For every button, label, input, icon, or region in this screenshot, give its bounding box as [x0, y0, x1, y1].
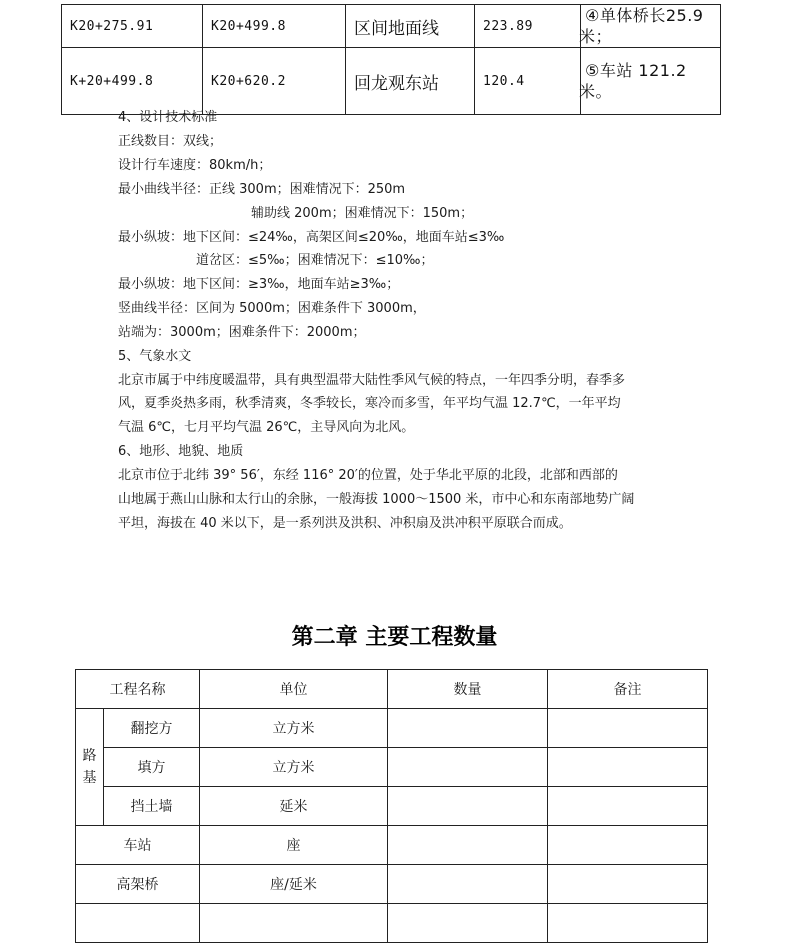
- item-remarks: [548, 748, 708, 787]
- paragraph-line: 竖曲线半径：区间为 5000m；困难条件下 3000m，: [118, 301, 426, 316]
- item-unit: 立方米: [200, 709, 388, 748]
- header-quantity: 数量: [388, 670, 548, 709]
- item-name: 高架桥: [76, 865, 200, 904]
- item-quantity: [388, 709, 548, 748]
- item-remarks: [548, 904, 708, 943]
- subgrade-group-label: [76, 709, 104, 826]
- paragraph-line: 最小曲线半径：正线 300m；困难情况下：250m: [118, 182, 406, 197]
- item-quantity: [388, 748, 548, 787]
- section-heading: 5、气象水文: [118, 349, 192, 364]
- paragraph-line: 站端为：3000m；困难条件下：2000m；: [118, 325, 366, 340]
- top-table: [61, 4, 721, 115]
- table-row: [76, 826, 708, 865]
- paragraph-line: 最小纵坡：地下区间：≤24‰，高架区间≤20‰，地面车站≤3‰: [118, 230, 505, 245]
- item-name: 挡土墙: [104, 787, 200, 826]
- header-project-name: 工程名称: [76, 670, 200, 709]
- section-name: 区间地面线: [346, 5, 475, 48]
- item-unit: [200, 904, 388, 943]
- paragraph-line: 正线数目：双线；: [118, 134, 223, 149]
- end-chainage: K20+620.2: [203, 48, 346, 115]
- chapter-title: 第二章 主要工程数量: [291, 625, 498, 650]
- item-remarks: [548, 787, 708, 826]
- section-note: [581, 48, 721, 115]
- table-row: [76, 709, 708, 748]
- section-length: 120.4: [475, 48, 581, 115]
- table-header-row: [76, 670, 708, 709]
- table-row: [76, 748, 708, 787]
- paragraph-line: 设计行车速度：80km/h；: [118, 158, 272, 173]
- start-chainage: K+20+499.8: [62, 48, 203, 115]
- item-unit: 延米: [200, 787, 388, 826]
- note-text: ⑤车站 121.2 米。: [579, 61, 687, 101]
- paragraph-line: 北京市属于中纬度暖温带，具有典型温带大陆性季风气候的特点，一年四季分明，春季多: [118, 373, 626, 388]
- item-remarks: [548, 709, 708, 748]
- paragraph-line: 辅助线 200m；困难情况下：150m；: [251, 206, 474, 221]
- item-remarks: [548, 826, 708, 865]
- table-row: [76, 787, 708, 826]
- header-unit: 单位: [200, 670, 388, 709]
- section-heading: 6、地形、地貌、地质: [118, 444, 244, 459]
- table-row: [76, 865, 708, 904]
- item-unit: 座/延米: [200, 865, 388, 904]
- item-quantity: [388, 787, 548, 826]
- paragraph-line: 气温 6℃，七月平均气温 26℃，主导风向为北风。: [118, 420, 415, 435]
- start-chainage: K20+275.91: [62, 5, 203, 48]
- paragraph-line: 道岔区：≤5‰；困难情况下：≤10‰；: [196, 253, 434, 268]
- item-unit: 座: [200, 826, 388, 865]
- paragraph-line: 平坦，海拔在 40 米以下，是一系列洪及洪积、冲积扇及洪冲积平原联合而成。: [118, 516, 572, 531]
- section-note: [581, 5, 721, 48]
- table-row: [62, 48, 721, 115]
- group-label-text: 路 基: [82, 748, 97, 786]
- item-name: [76, 904, 200, 943]
- end-chainage: K20+499.8: [203, 5, 346, 48]
- paragraph-line: 北京市位于北纬 39° 56′，东经 116° 20′的位置，处于华北平原的北段，北部和西部的: [118, 468, 618, 483]
- item-quantity: [388, 865, 548, 904]
- table-row: [76, 904, 708, 943]
- header-remarks: 备注: [548, 670, 708, 709]
- item-remarks: [548, 865, 708, 904]
- item-quantity: [388, 904, 548, 943]
- item-quantity: [388, 826, 548, 865]
- item-name: 填方: [104, 748, 200, 787]
- paragraph-line: 山地属于燕山山脉和太行山的余脉，一般海拔 1000～1500 米，市中心和东南部地势广阔: [118, 492, 635, 507]
- table-row: [62, 5, 721, 48]
- section-heading: 4、设计技术标准: [118, 110, 218, 125]
- section-length: 223.89: [475, 5, 581, 48]
- item-name: 车站: [76, 826, 200, 865]
- item-name: 翻挖方: [104, 709, 200, 748]
- quantities-table: [75, 669, 708, 943]
- paragraph-line: 最小纵坡：地下区间：≥3‰，地面车站≥3‰；: [118, 277, 400, 292]
- item-unit: 立方米: [200, 748, 388, 787]
- note-text: ④单体桥长25.9 米；: [579, 6, 704, 46]
- section-name: 回龙观东站: [346, 48, 475, 115]
- paragraph-line: 风，夏季炎热多雨，秋季清爽，冬季较长，寒冷而多雪，年平均气温 12.7℃，一年平均: [118, 396, 621, 411]
